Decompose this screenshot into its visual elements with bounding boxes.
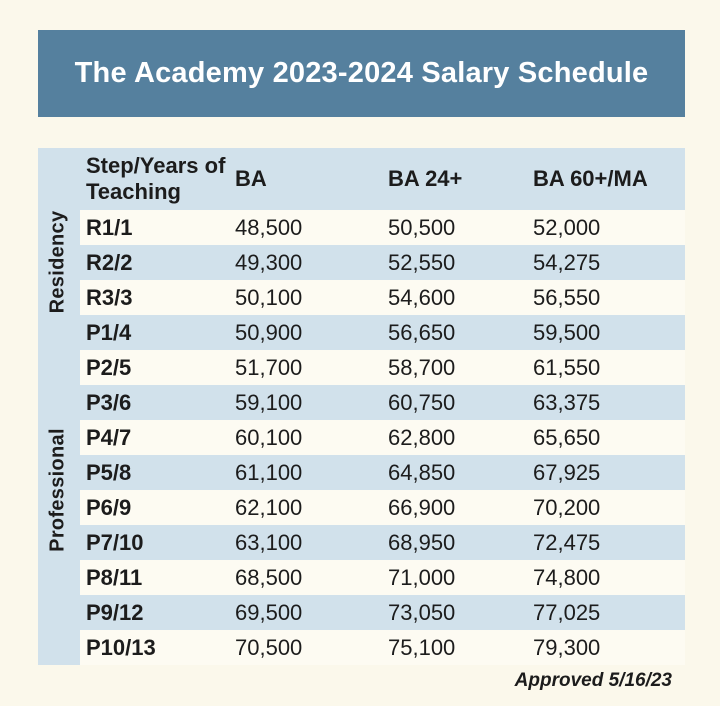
row-step-label: P1/4 bbox=[86, 319, 132, 345]
salary-value: 58,700 bbox=[388, 354, 456, 380]
row-step-label: P8/11 bbox=[86, 564, 143, 590]
row-step-label: R3/3 bbox=[86, 284, 133, 310]
salary-value: 65,650 bbox=[533, 424, 601, 450]
column-header-ba60-ma: BA 60+/MA bbox=[533, 166, 648, 191]
salary-value: 75,100 bbox=[388, 634, 456, 660]
salary-value: 56,650 bbox=[388, 319, 456, 345]
salary-value: 61,100 bbox=[235, 459, 303, 485]
salary-value: 71,000 bbox=[388, 564, 456, 590]
salary-value: 48,500 bbox=[235, 214, 303, 240]
salary-schedule-table bbox=[38, 148, 685, 665]
row-step-label: R2/2 bbox=[86, 249, 133, 275]
salary-value: 69,500 bbox=[235, 599, 303, 625]
title-banner bbox=[38, 30, 685, 117]
column-header-ba: BA bbox=[235, 166, 267, 191]
table-row bbox=[80, 455, 685, 490]
table-row bbox=[80, 630, 685, 665]
salary-value: 61,550 bbox=[533, 354, 601, 380]
salary-value: 49,300 bbox=[235, 249, 303, 275]
column-header-step-years: Step/Years of Teaching bbox=[86, 153, 226, 204]
salary-value: 62,800 bbox=[388, 424, 456, 450]
salary-value: 56,550 bbox=[533, 284, 601, 310]
table-header-row bbox=[38, 148, 685, 210]
salary-value: 73,050 bbox=[388, 599, 456, 625]
salary-value: 62,100 bbox=[235, 494, 303, 520]
salary-value: 59,100 bbox=[235, 389, 303, 415]
salary-value: 68,950 bbox=[388, 529, 456, 555]
approved-note: Approved 5/16/23 bbox=[514, 670, 672, 691]
salary-value: 50,500 bbox=[388, 214, 456, 240]
salary-value: 54,600 bbox=[388, 284, 456, 310]
salary-value: 50,900 bbox=[235, 319, 303, 345]
salary-value: 64,850 bbox=[388, 459, 456, 485]
salary-value: 50,100 bbox=[235, 284, 303, 310]
row-step-label: P4/7 bbox=[86, 424, 132, 450]
column-header-ba24: BA 24+ bbox=[388, 166, 463, 191]
group-label-residency: Residency bbox=[46, 210, 69, 314]
salary-value: 72,475 bbox=[533, 529, 601, 555]
page-title: The Academy 2023-2024 Salary Schedule bbox=[74, 57, 649, 89]
table-row bbox=[80, 210, 685, 245]
table-row bbox=[80, 560, 685, 595]
row-step-label: P7/10 bbox=[86, 529, 144, 555]
row-step-label: P10/13 bbox=[86, 634, 156, 660]
table-row bbox=[80, 350, 685, 385]
table-body bbox=[80, 210, 685, 665]
table-row bbox=[80, 315, 685, 350]
salary-value: 70,500 bbox=[235, 634, 303, 660]
salary-value: 77,025 bbox=[533, 599, 601, 625]
row-step-label: P6/9 bbox=[86, 494, 132, 520]
salary-value: 79,300 bbox=[533, 634, 601, 660]
table-row bbox=[80, 525, 685, 560]
salary-value: 51,700 bbox=[235, 354, 303, 380]
table-row bbox=[80, 595, 685, 630]
salary-value: 52,000 bbox=[533, 214, 601, 240]
salary-value: 63,100 bbox=[235, 529, 303, 555]
salary-value: 52,550 bbox=[388, 249, 456, 275]
row-step-label: P9/12 bbox=[86, 599, 144, 625]
row-step-label: P2/5 bbox=[86, 354, 132, 380]
salary-value: 67,925 bbox=[533, 459, 601, 485]
group-label-professional: Professional bbox=[46, 428, 69, 552]
table-row bbox=[80, 385, 685, 420]
table-row bbox=[80, 280, 685, 315]
salary-value: 74,800 bbox=[533, 564, 601, 590]
salary-value: 63,375 bbox=[533, 389, 601, 415]
row-step-label: R1/1 bbox=[86, 214, 133, 240]
table-row bbox=[80, 420, 685, 455]
row-step-label: P3/6 bbox=[86, 389, 132, 415]
salary-value: 59,500 bbox=[533, 319, 601, 345]
row-step-label: P5/8 bbox=[86, 459, 132, 485]
salary-value: 54,275 bbox=[533, 249, 601, 275]
table-row bbox=[80, 245, 685, 280]
salary-value: 66,900 bbox=[388, 494, 456, 520]
salary-value: 70,200 bbox=[533, 494, 601, 520]
salary-value: 60,750 bbox=[388, 389, 456, 415]
salary-value: 60,100 bbox=[235, 424, 303, 450]
table-row bbox=[80, 490, 685, 525]
salary-value: 68,500 bbox=[235, 564, 303, 590]
